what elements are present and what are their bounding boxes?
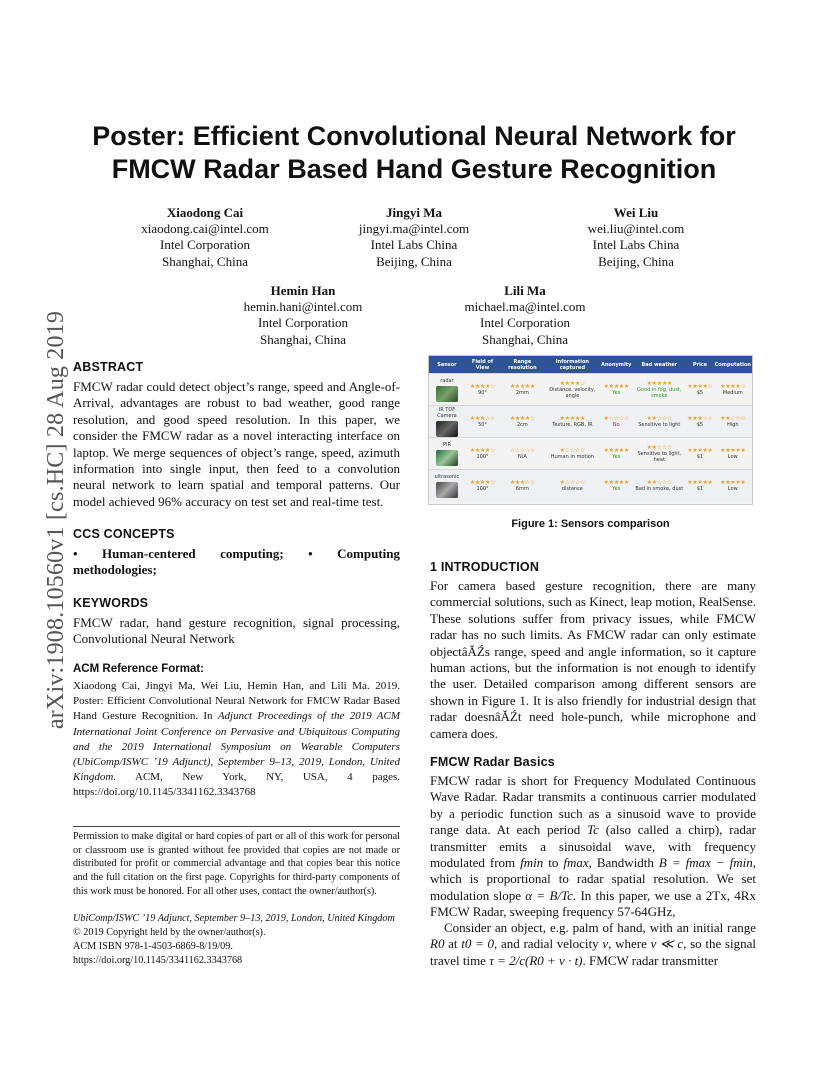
sensor-cell bbox=[429, 438, 465, 470]
basics-text: , which is proportional to radar spatial resolution. We set modulation slope bbox=[430, 855, 756, 903]
math-fmin: fmin bbox=[520, 855, 544, 871]
rating-stars: ★★★★★ bbox=[646, 380, 672, 387]
cell-text: 90° bbox=[478, 390, 487, 396]
math-v-less-c: v ≪ c bbox=[650, 936, 684, 952]
cell-text: Yes bbox=[612, 486, 621, 492]
table-cell bbox=[500, 406, 545, 438]
pir-image bbox=[436, 450, 458, 466]
title-line-2: FMCW Radar Based Hand Gesture Recognition bbox=[111, 154, 717, 184]
basics-text: Consider an object, e.g. palm of hand, with an initial range bbox=[444, 920, 756, 935]
rating-stars: ★★★★☆ bbox=[469, 383, 496, 390]
rating-stars: ★★★★★ bbox=[687, 479, 713, 486]
ccs-text: • Human-centered computing; • Computing methodologies; bbox=[73, 546, 400, 578]
table-cell bbox=[500, 470, 545, 502]
basics-text: (also called a chirp), radar transmitter emits a sinusoidal wave, with frequency modulated from bbox=[430, 822, 757, 871]
rating-stars: ★★★★☆ bbox=[687, 383, 713, 390]
footnote-isbn: ACM ISBN 978-1-4503-6869-8/19/09. bbox=[73, 941, 233, 952]
rating-stars: ★★☆☆☆ bbox=[720, 415, 746, 422]
author-org: Intel Corporation bbox=[480, 315, 570, 331]
header-cell: Bad weather bbox=[632, 356, 686, 374]
basics-text: , so the signal travel time bbox=[430, 936, 756, 968]
rating-stars: ★★★☆☆ bbox=[469, 415, 496, 422]
math-r0: R0 bbox=[430, 936, 445, 952]
table-cell bbox=[545, 374, 600, 406]
cell-text: Sensitive to light bbox=[638, 422, 681, 428]
acm-ref-heading: ACM Reference Format: bbox=[73, 663, 204, 675]
cell-text: Good in fog, dust, smoke bbox=[637, 387, 682, 399]
rating-stars: ★★★★☆ bbox=[559, 380, 586, 387]
rating-stars: ★★★★☆ bbox=[509, 415, 536, 422]
rating-stars: ★★☆☆☆ bbox=[646, 479, 672, 486]
table-cell bbox=[600, 406, 632, 438]
basics-paragraph-1 bbox=[430, 773, 756, 921]
rating-stars: ★★★★☆ bbox=[469, 447, 496, 454]
cell-text: $1 bbox=[696, 486, 704, 492]
permission-text: Permission to make digital or hard copies of part or all of this work for personal or classroom use is granted without fee provided that copies are not made or distributed for profit or commercial advantage and that copies bear this notice and the full citation on the first page. Copyrights for third-party components of this work must be honored. For all other uses, contact the owner/author(s). bbox=[73, 831, 400, 897]
table-cell bbox=[545, 470, 600, 502]
author-org: Intel Labs China bbox=[370, 237, 458, 253]
author-location: Beijing, China bbox=[598, 253, 674, 269]
header-cell: Anonymity bbox=[600, 356, 632, 374]
table-cell bbox=[686, 406, 713, 438]
cell-text: Yes bbox=[612, 454, 621, 460]
author-org: Intel Corporation bbox=[160, 237, 250, 253]
cell-text: Sensitive to light, heat bbox=[637, 451, 682, 463]
cell-text: Medium bbox=[722, 390, 743, 396]
intro-heading: 1 INTRODUCTION bbox=[430, 560, 540, 574]
cell-text: 100° bbox=[476, 486, 489, 492]
table-cell bbox=[500, 374, 545, 406]
footnote-doi: https://doi.org/10.1145/3341162.3343768 bbox=[73, 955, 243, 966]
table-cell bbox=[465, 438, 500, 470]
table-cell bbox=[714, 374, 752, 406]
rating-stars: ★★★★★ bbox=[720, 479, 746, 486]
rating-stars: ★★★★★ bbox=[603, 447, 629, 454]
cell-text: distance bbox=[561, 486, 583, 492]
sensors-comparison-figure bbox=[428, 355, 753, 505]
title-line-1: Poster: Efficient Convolutional Neural Network for bbox=[92, 121, 736, 151]
sensor-cell bbox=[429, 406, 465, 438]
table-header-row bbox=[429, 356, 752, 374]
header-cell: Field of View bbox=[465, 356, 500, 374]
basics-text: FMCW radar is short for Frequency Modulated Continuous Wave Radar. Radar transmits a continuous carrier modulated by a periodic function such as a sinusoid wave to provide range data. At each period bbox=[430, 773, 756, 838]
sensor-name: PIR bbox=[442, 441, 451, 448]
basics-text: . FMCW radar transmitter bbox=[582, 952, 719, 968]
cell-text: No bbox=[612, 422, 620, 428]
acm-ref-venue: Adjunct Proceedings of the 2019 ACM International Joint Conference on Pervasive and Ubiquitous Computing and the 2019 International Symposium on Wearable Computers (UbiComp/ISWC ’19 Adjunct), September 9–13, 2019, London, United Kingdom. bbox=[73, 710, 401, 784]
table-cell bbox=[600, 470, 632, 502]
cell-text: Yes bbox=[612, 390, 621, 396]
table-cell bbox=[686, 438, 713, 470]
table-cell bbox=[714, 406, 752, 438]
table-cell bbox=[465, 374, 500, 406]
sensor-cell bbox=[429, 470, 465, 502]
cell-text: 2cm bbox=[516, 422, 528, 428]
camera-image bbox=[436, 421, 458, 437]
cell-text: $5 bbox=[696, 422, 704, 428]
rating-stars: ★★☆☆☆ bbox=[646, 444, 672, 451]
author-email: jingyi.ma@intel.com bbox=[358, 221, 470, 237]
sensor-name: IR TOF Camera bbox=[437, 406, 457, 419]
basics-text: , and radial velocity bbox=[494, 936, 603, 952]
table-cell bbox=[632, 470, 686, 502]
rating-stars: ★☆☆☆☆ bbox=[603, 415, 629, 422]
acm-ref-part1: Xiaodong Cai, Jingyi Ma, Wei Liu, Hemin Han, and Lili Ma. 2019. Poster: Efficient Convolutional Neural Network for FMCW Radar Based Hand Gesture Recognition. In bbox=[73, 680, 400, 723]
intro-text: For camera based gesture recognition, there are many commercial solutions, such as Kinect, leap motion, RealSense. These solutions suffer from privacy issues, while FMCW radar has no such limits. As FMCW radar can only estimate objectâĂŹs range, speed and angle information, so it capture human actions, but the information is not enough to identify the user. Detailed comparison among different sensors are shown in Figure 1. It is also friendly for industrial design that radar doesnâĂŹt need hole-punch, while microphone and camera does. bbox=[430, 578, 757, 741]
rating-stars: ★☆☆☆☆ bbox=[559, 479, 586, 486]
radar-image bbox=[436, 386, 458, 402]
author-block bbox=[541, 205, 731, 270]
table-cell bbox=[632, 374, 686, 406]
table-cell bbox=[465, 406, 500, 438]
rating-stars: ★★★★☆ bbox=[469, 479, 496, 486]
rating-stars: ★★★☆☆ bbox=[509, 479, 536, 486]
basics-text: , Bandwidth bbox=[588, 855, 659, 871]
keywords-heading: KEYWORDS bbox=[73, 596, 149, 610]
table-cell bbox=[686, 374, 713, 406]
basics-text: , where bbox=[608, 936, 651, 952]
math-bandwidth: B = fmax − fmin bbox=[658, 855, 753, 871]
table-cell bbox=[714, 438, 752, 470]
table-row bbox=[429, 438, 752, 470]
author-email: hemin.hani@intel.com bbox=[243, 299, 363, 315]
rating-stars: ★★☆☆☆ bbox=[646, 415, 672, 422]
author-name: Xiaodong Cai bbox=[166, 205, 244, 220]
basics-text: at bbox=[444, 936, 462, 952]
header-cell: Price bbox=[686, 356, 713, 374]
cell-text: $1 bbox=[696, 454, 704, 460]
header-cell: Information captured bbox=[545, 356, 600, 374]
table-cell bbox=[545, 438, 600, 470]
math-tau: τ = 2/c(R0 + v · t) bbox=[489, 952, 583, 968]
rating-stars: ★★★★★ bbox=[687, 447, 713, 454]
author-block bbox=[208, 283, 398, 348]
ccs-heading: CCS CONCEPTS bbox=[73, 527, 175, 541]
abstract-text: FMCW radar could detect object’s range, speed and Angle-of-Arrival, advantages are robust to bad weather, good range resolution, and good speed resolution. In this paper, we consider the FMCW radar as a novel interacting interface on laptop. We merge sequences of object’s range, speed, azimuth information into single input, then feed to a convolution neural network to learn spatial and temporal patterns. Our model achieved 96% accuracy on test set and real-time test. bbox=[73, 379, 400, 509]
rating-stars: ★☆☆☆☆ bbox=[559, 447, 586, 454]
math-fmax: fmax bbox=[563, 855, 589, 871]
rating-stars: ★★★★★ bbox=[509, 383, 536, 390]
table-cell bbox=[632, 406, 686, 438]
cell-text: Texture, RGB, IR bbox=[552, 422, 593, 428]
author-name: Lili Ma bbox=[504, 283, 546, 298]
header-cell: Range resolution bbox=[500, 356, 545, 374]
author-org: Intel Corporation bbox=[258, 315, 348, 331]
sensor-name: ultrasonic bbox=[434, 473, 460, 480]
footnote-rule bbox=[73, 826, 400, 827]
arxiv-side-label: arXiv:1908.10560v1 [cs.HC] 28 Aug 2019 bbox=[43, 310, 69, 730]
author-name: Wei Liu bbox=[613, 205, 659, 220]
rating-stars: ★★★☆☆ bbox=[687, 415, 713, 422]
author-name: Hemin Han bbox=[270, 283, 336, 298]
acm-ref-text bbox=[73, 679, 400, 801]
rating-stars: ★★★★★ bbox=[603, 383, 629, 390]
author-name: Jingyi Ma bbox=[386, 205, 442, 220]
acm-ref-part2: ACM, New York, NY, USA, 4 pages. https://doi.org/10.1145/3341162.3343768 bbox=[73, 771, 400, 799]
abstract-heading: ABSTRACT bbox=[73, 360, 144, 374]
keywords-text: FMCW radar, hand gesture recognition, signal processing, Convolutional Neural Network bbox=[73, 615, 400, 647]
rating-stars: ★★★★★ bbox=[559, 415, 586, 422]
paper-title bbox=[40, 120, 788, 186]
cell-text: $5 bbox=[696, 390, 704, 396]
table-row bbox=[429, 406, 752, 438]
cell-text: Distance, velocity, angle bbox=[549, 387, 596, 399]
header-cell: Sensor bbox=[429, 356, 465, 374]
cell-text: 100° bbox=[476, 454, 489, 460]
cell-text: 6mm bbox=[515, 486, 529, 492]
table-cell bbox=[545, 406, 600, 438]
author-location: Shanghai, China bbox=[162, 253, 248, 269]
math-slope: α = B/Tc bbox=[525, 887, 573, 903]
basics-text: to bbox=[543, 855, 564, 871]
math-tc: Tc bbox=[587, 822, 599, 838]
table-cell bbox=[632, 438, 686, 470]
rating-stars: ☆☆☆☆☆ bbox=[509, 447, 536, 454]
author-location: Shanghai, China bbox=[260, 331, 346, 347]
author-block bbox=[430, 283, 620, 348]
table-cell bbox=[500, 438, 545, 470]
footnote-copyright: © 2019 Copyright held by the owner/author(s). bbox=[73, 927, 266, 938]
author-org: Intel Labs China bbox=[592, 237, 680, 253]
cell-text: Bad in smoke, dust bbox=[635, 486, 684, 492]
table-cell bbox=[600, 438, 632, 470]
figure-caption: Figure 1: Sensors comparison bbox=[511, 518, 670, 530]
author-email: michael.ma@intel.com bbox=[464, 299, 586, 315]
cell-text: 2mm bbox=[515, 390, 529, 396]
math-v: v bbox=[602, 936, 609, 952]
cell-text: N/A bbox=[517, 454, 527, 460]
author-location: Shanghai, China bbox=[482, 331, 568, 347]
table-row bbox=[429, 374, 752, 406]
author-block bbox=[319, 205, 509, 270]
author-block bbox=[110, 205, 300, 270]
sensor-cell bbox=[429, 374, 465, 406]
table-row bbox=[429, 470, 752, 502]
math-t0: t0 = 0 bbox=[461, 936, 495, 952]
footnote-venue: UbiComp/ISWC ’19 Adjunct, September 9–13, 2019, London, United Kingdom bbox=[73, 913, 395, 924]
cell-text: Human in motion bbox=[550, 454, 595, 460]
rating-stars: ★★★★★ bbox=[720, 447, 746, 454]
basics-heading: FMCW Radar Basics bbox=[430, 755, 555, 769]
table-cell bbox=[686, 470, 713, 502]
author-email: wei.liu@intel.com bbox=[587, 221, 685, 237]
cell-text: Low bbox=[727, 454, 738, 460]
rating-stars: ★★★★★ bbox=[603, 479, 629, 486]
cell-text: Low bbox=[727, 486, 738, 492]
cell-text: High bbox=[727, 422, 739, 428]
header-cell: Computation bbox=[714, 356, 752, 374]
rating-stars: ★★★★☆ bbox=[720, 383, 746, 390]
table-cell bbox=[465, 470, 500, 502]
table-cell bbox=[714, 470, 752, 502]
cell-text: 50° bbox=[478, 422, 487, 428]
author-location: Beijing, China bbox=[376, 253, 452, 269]
sensor-name: radar bbox=[440, 377, 454, 384]
sensors-table bbox=[429, 356, 752, 501]
basics-paragraph-2 bbox=[430, 920, 756, 969]
ultrasonic-image bbox=[436, 482, 458, 498]
author-email: xiaodong.cai@intel.com bbox=[141, 221, 269, 237]
table-cell bbox=[600, 374, 632, 406]
basics-text: . In this paper, we use a 2Tx, 4Rx FMCW Radar, sweeping frequency 57-64GHz, bbox=[430, 887, 756, 920]
